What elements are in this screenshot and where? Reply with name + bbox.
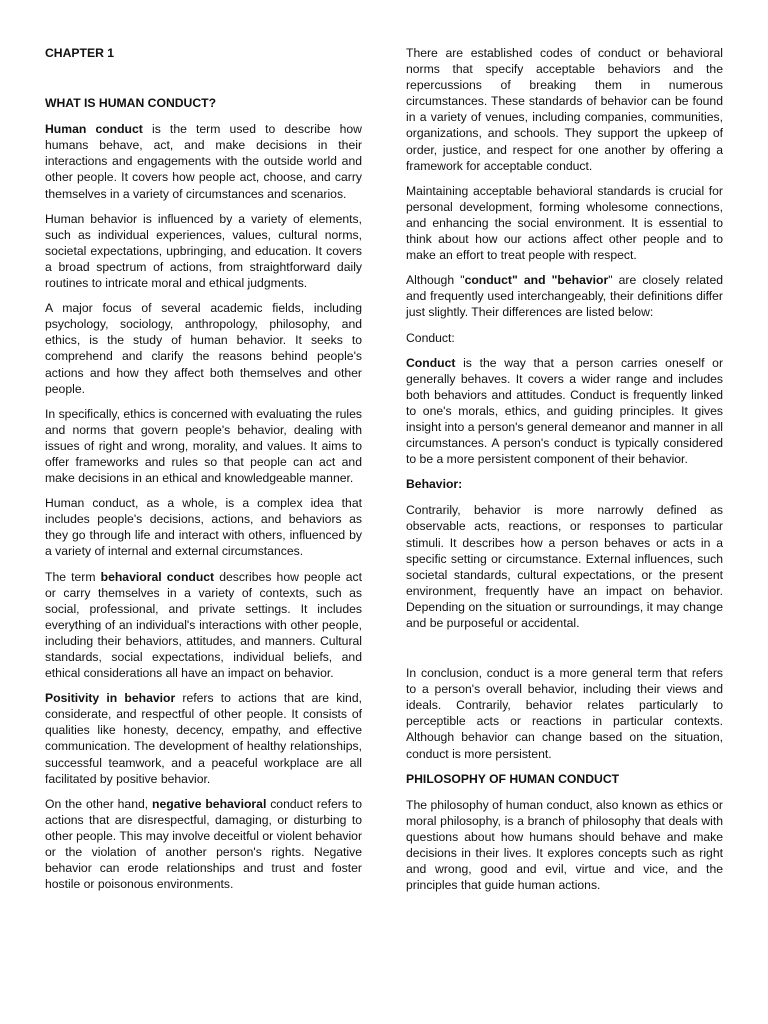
paragraph-human-conduct: Human conduct is the term used to describe how humans behave, act, and make decisions in their interactions and engagements with the outside world and other people. It covers how people act, choose, and carry themselves in a variety of circumstances and scenarios.	[45, 122, 362, 201]
term-conduct-and-behavior: conduct" and "behavior	[464, 273, 609, 288]
term-human-conduct: Human conduct	[45, 122, 143, 137]
term-conduct: Conduct	[406, 355, 456, 370]
paragraph-behavioral-conduct: The term behavioral conduct describes how people act or carry themselves in a variety of contexts, such as social, professional, and private settings. It includes everything of an individual's interactions with other people, including their behaviors, attitudes, and manners. Cultural standards, social expectations, individual beliefs, and ethical considerations all have an impact on behavior.	[45, 569, 362, 681]
paragraph-influences: Human behavior is influenced by a variety of elements, such as individual experiences, values, cultural norms, societal expectations, upbringing, and education. It covers a broad spectrum of actions, from straightforward daily routines to intricate moral and ethical judgments.	[45, 211, 362, 291]
paragraph-complex-idea: Human conduct, as a whole, is a complex idea that includes people's decisions, actions, and behaviors as they go through life and interact with others, influenced by a variety of internal and external circumstances.	[45, 496, 362, 559]
term-behavioral-conduct: behavioral conduct	[100, 569, 215, 584]
paragraph-behavior-definition: Contrarily, behavior is more narrowly defined as observable acts, reactions, or responses to particular stimuli. It describes how a person behaves or acts in a specific setting or circumstance. External influences, such societal standards, cultural expectations, or the present environment, frequently have an impact on behavior. Depending on the situation or surroundings, it may change and be purposeful or accidental.	[406, 503, 723, 630]
term-negative-behavioral: negative behavioral	[152, 796, 267, 811]
behavior-label: Behavior:	[406, 477, 463, 492]
left-column	[45, 45, 362, 901]
paragraph-codes-of-conduct: There are established codes of conduct or behavioral norms that specify acceptable behaviors and the repercussions of breaking them in numerous circumstances. These standards of behavior can be found in a variety of venues, including companies, communities, organizations, and schools. They support the upkeep of order, justice, and respect for one another by offering a framework for acceptable conduct.	[406, 46, 723, 173]
chapter-label: CHAPTER 1	[45, 46, 115, 60]
paragraph-academic-fields: A major focus of several academic fields, including psychology, sociology, anthropology, philosophy, and ethics, is the study of human behavior. It seeks to comprehend and clarify the reasons behind people's actions and how they affect both themselves and other people.	[45, 301, 362, 396]
paragraph-philosophy: The philosophy of human conduct, also known as ethics or moral philosophy, is a branch of philosophy that deals with questions about how humans should behave and make decisions in their lives. It explores concepts such as right and wrong, good and evil, virtue and vice, and the principles that guide human actions.	[406, 797, 723, 893]
paragraph-standards: Maintaining acceptable behavioral standards is crucial for personal development, forming wholesome connections, and enhancing the social environment. It is essential to think about how our actions affect other people and to make an effort to treat people with respect.	[406, 183, 723, 263]
paragraph-conclusion: In conclusion, conduct is a more general term that refers to a person's overall behavior, including their views and ideals. Contrarily, behavior relates particularly to perceptible acts or reactions in particular contexts. Although behavior can change based on the situation, conduct is more persistent.	[406, 666, 723, 761]
paragraph-negative-behavior: On the other hand, negative behavioral conduct refers to actions that are disrespectful, damaging, or disturbing to other people. This may involve deceitful or violent behavior or the violation of another person's rights. Negative behavior can erode relationships and trust and foster hostile or poisonous environments.	[45, 796, 362, 892]
paragraph-positive-behavior: Positivity in behavior refers to actions that are kind, considerate, and respectful of other people. It consists of qualities like honesty, decency, empathy, and effective communication. The development of healthy relationships, successful teamwork, and a peaceful workplace are all facilitated by positive behavior.	[45, 691, 362, 786]
right-column	[406, 45, 723, 902]
paragraph-ethics: In specifically, ethics is concerned with evaluating the rules and norms that govern people's behavior, dealing with issues of right and wrong, morality, and values. It aims to offer frameworks and rules so that people can act and make decisions in an ethical and knowledgeable manner.	[45, 406, 362, 486]
conduct-label: Conduct:	[406, 330, 455, 345]
section-title-philosophy: PHILOSOPHY OF HUMAN CONDUCT	[406, 771, 620, 786]
section-title: WHAT IS HUMAN CONDUCT?	[45, 96, 217, 111]
term-positivity: Positivity in behavior	[45, 691, 176, 706]
paragraph-differences: Although "conduct" and "behavior" are closely related and frequently used interchangeably, their definitions differ just slightly. Their differences are listed below:	[406, 273, 723, 320]
paragraph-conduct-definition: Conduct is the way that a person carries oneself or generally behaves. It covers a wider range and includes both behaviors and attitudes. Conduct is frequently linked to one's morals, ethics, and guiding principles. It gives insight into a person's general demeanor and manner in all circumstances. A person's conduct is typically considered to be a more persistent component of their behavior.	[406, 355, 723, 467]
